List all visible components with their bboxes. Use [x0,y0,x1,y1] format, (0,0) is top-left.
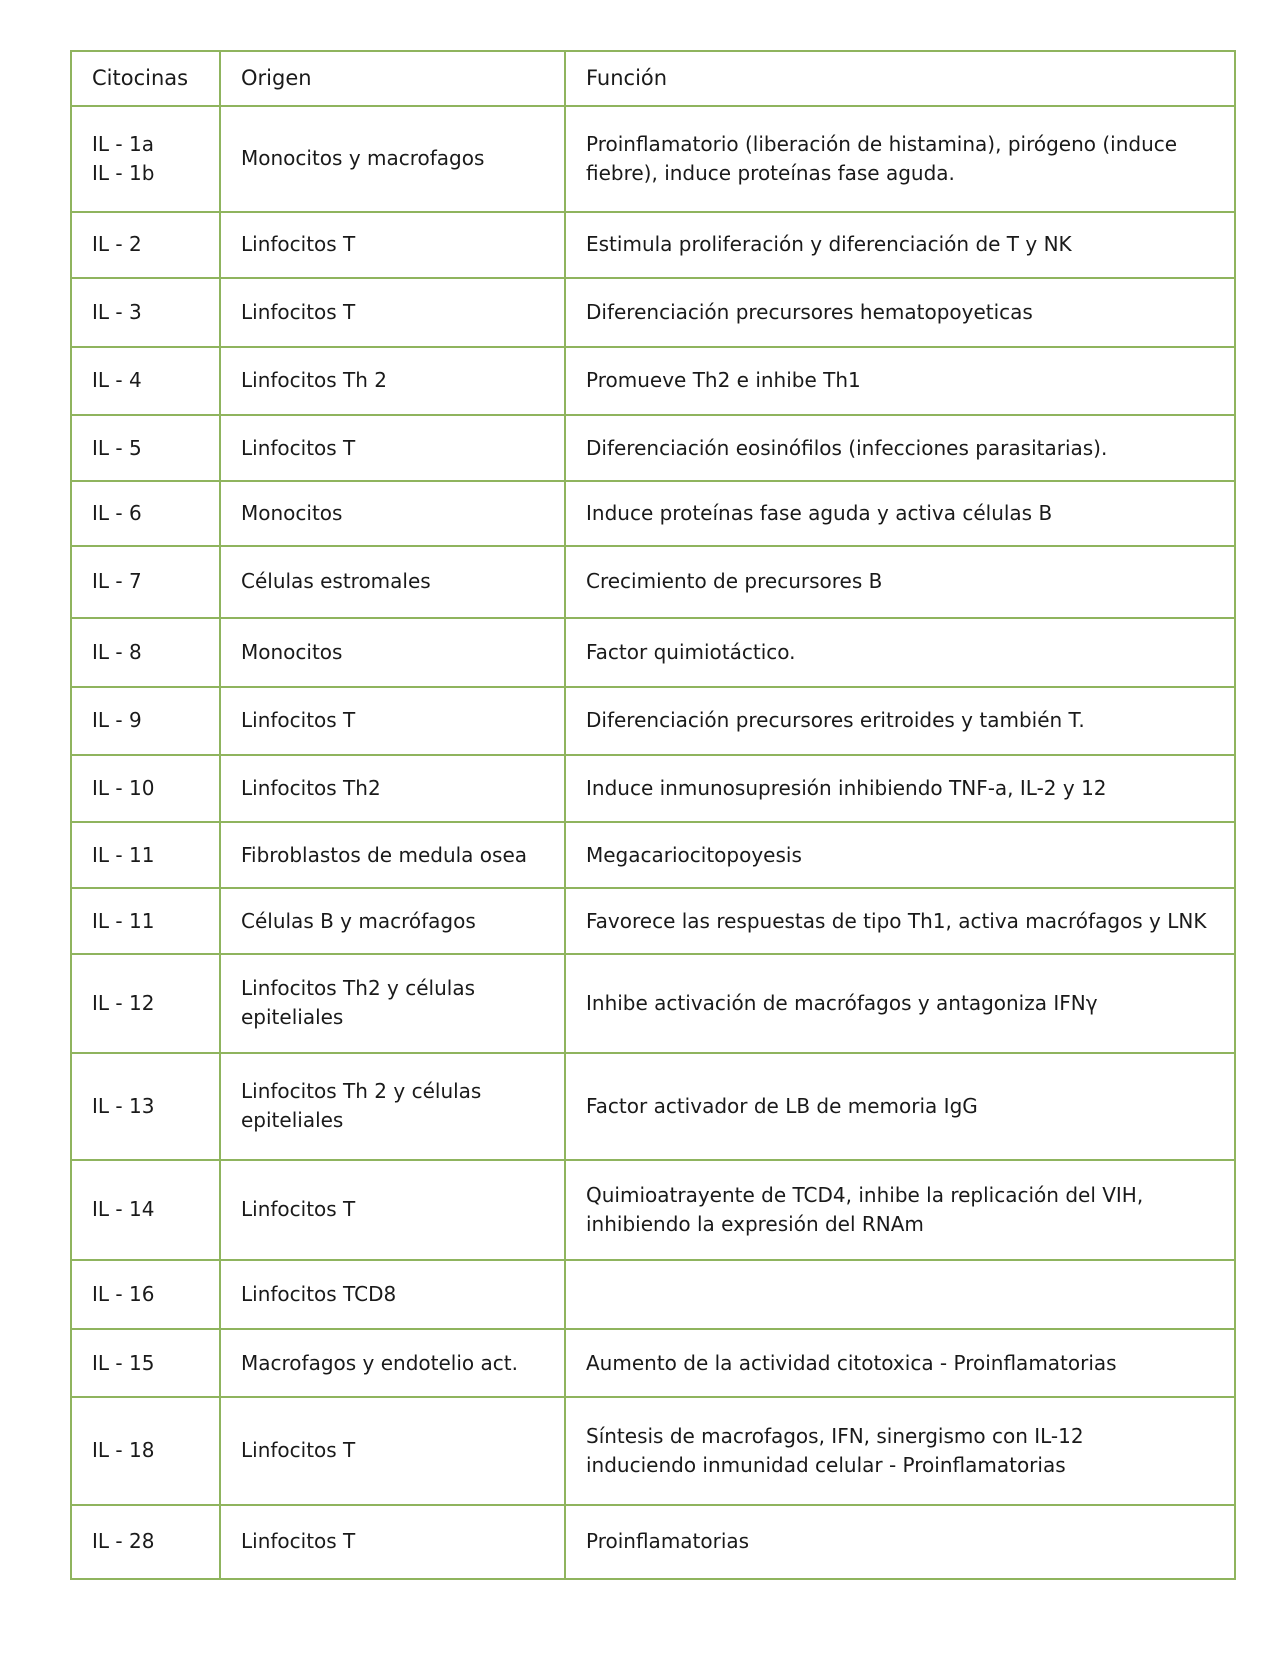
cell-origin: Linfocitos TCD8 [220,1260,565,1329]
cytokine-table-sheet [70,50,1236,1580]
cell-cytokine: IL - 14 [72,1160,220,1261]
table-row [72,546,1234,618]
cell-function: Factor quimiotáctico. [565,618,1234,687]
table-row [72,1053,1234,1160]
cell-cytokine: IL - 18 [72,1397,220,1505]
table-row [72,888,1234,954]
cell-cytokine: IL - 4 [72,347,220,416]
cell-cytokine: IL - 1a IL - 1b [72,106,220,212]
table-row [72,822,1234,888]
table-row [72,1505,1234,1578]
cell-origin: Linfocitos Th2 [220,755,565,823]
cell-cytokine: IL - 28 [72,1505,220,1578]
cell-function: Factor activador de LB de memoria IgG [565,1053,1234,1160]
cell-origin: Monocitos [220,618,565,687]
table-row [72,1397,1234,1505]
cell-origin: Linfocitos T [220,1505,565,1578]
cell-origin: Linfocitos T [220,1397,565,1505]
cell-origin: Fibroblastos de medula osea [220,822,565,888]
header-function: Función [565,52,1234,106]
cell-function [565,1260,1234,1329]
cell-cytokine: IL - 2 [72,212,220,278]
cell-function: Inhibe activación de macrófagos y antagoniza IFNγ [565,954,1234,1053]
cell-cytokine: IL - 3 [72,278,220,347]
table-row [72,755,1234,823]
table-row [72,687,1234,755]
cell-cytokine: IL - 11 [72,888,220,954]
cell-function: Diferenciación precursores eritroides y también T. [565,687,1234,755]
table-row [72,481,1234,546]
table-row [72,1260,1234,1329]
cell-function: Proinflamatorio (liberación de histamina), pirógeno (induce fiebre), induce proteínas fase aguda. [565,106,1234,212]
cell-origin: Linfocitos T [220,212,565,278]
cell-origin: Linfocitos T [220,687,565,755]
cell-origin: Monocitos [220,481,565,546]
cell-cytokine: IL - 7 [72,546,220,618]
cell-function: Megacariocitopoyesis [565,822,1234,888]
cell-function: Favorece las respuestas de tipo Th1, activa macrófagos y LNK [565,888,1234,954]
cell-cytokine: IL - 10 [72,755,220,823]
header-cytokine: Citocinas [92,66,189,91]
cell-origin: Linfocitos Th 2 [220,347,565,416]
cell-origin: Linfocitos T [220,1160,565,1261]
cell-function: Induce proteínas fase aguda y activa células B [565,481,1234,546]
table-row [72,415,1234,481]
cell-origin: Macrofagos y endotelio act. [220,1329,565,1397]
cell-function: Induce inmunosupresión inhibiendo TNF-a, IL-2 y 12 [565,755,1234,823]
cell-cytokine: IL - 9 [72,687,220,755]
cell-origin: Monocitos y macrofagos [220,106,565,212]
cell-function: Diferenciación eosinófilos (infecciones parasitarias). [565,415,1234,481]
cell-function: Aumento de la actividad citotoxica - Proinflamatorias [565,1329,1234,1397]
table-row [72,1329,1234,1397]
header-origin: Origen [220,52,565,106]
cell-origin: Linfocitos T [220,415,565,481]
header-row [72,52,1234,106]
table-row [72,954,1234,1053]
cell-cytokine: IL - 5 [72,415,220,481]
cell-cytokine: IL - 12 [72,954,220,1053]
cell-cytokine: IL - 8 [72,618,220,687]
cell-origin: Linfocitos Th2 y células epiteliales [220,954,565,1053]
cell-function: Proinflamatorias [565,1505,1234,1578]
table-row [72,1160,1234,1261]
cell-function: Síntesis de macrofagos, IFN, sinergismo con IL-12 induciendo inmunidad celular - Proinflamatorias [565,1397,1234,1505]
table-row [72,347,1234,416]
cell-cytokine: IL - 6 [72,481,220,546]
cell-function: Quimioatrayente de TCD4, inhibe la replicación del VIH, inhibiendo la expresión del RNAm [565,1160,1234,1261]
cell-function: Diferenciación precursores hematopoyeticas [565,278,1234,347]
table-row [72,278,1234,347]
table-row [72,618,1234,687]
cell-function: Crecimiento de precursores B [565,546,1234,618]
cell-origin: Linfocitos T [220,278,565,347]
table-row [72,212,1234,278]
table-row [72,106,1234,212]
cell-origin: Células B y macrófagos [220,888,565,954]
cell-cytokine: IL - 13 [72,1053,220,1160]
cell-cytokine: IL - 16 [72,1260,220,1329]
cell-cytokine: IL - 11 [72,822,220,888]
cell-function: Estimula proliferación y diferenciación de T y NK [565,212,1234,278]
cell-cytokine: IL - 15 [72,1329,220,1397]
cell-function: Promueve Th2 e inhibe Th1 [565,347,1234,416]
cell-origin: Células estromales [220,546,565,618]
cell-origin: Linfocitos Th 2 y células epiteliales [220,1053,565,1160]
cytokine-table [72,52,1234,1578]
